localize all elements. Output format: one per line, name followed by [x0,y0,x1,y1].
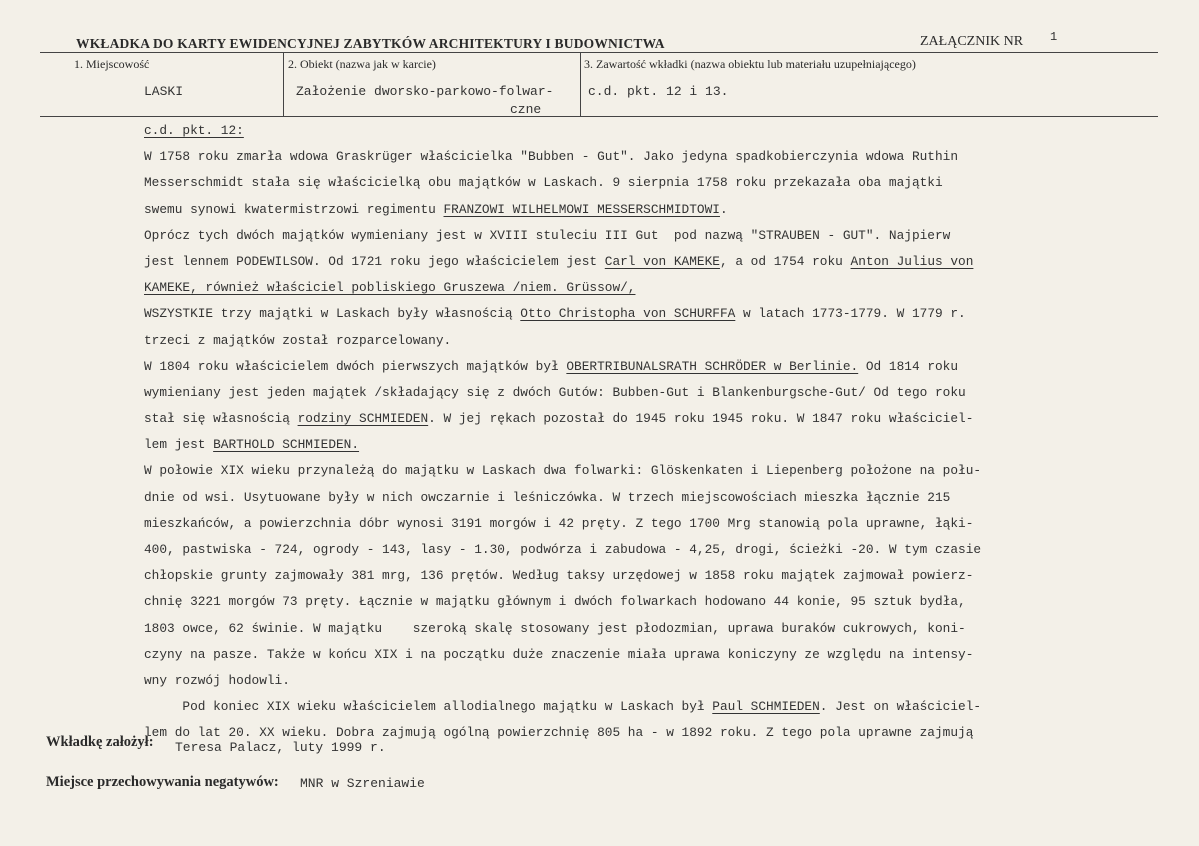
text-span: dnie od wsi. Usytuowane były w nich owczarnie i leśniczówka. W trzech miejscowościach mieszka łącznie 215 [144,489,951,505]
text-line [144,432,1094,458]
underlined-name: KAMEKE [144,280,191,296]
text-span: . Jest on właściciel- [819,699,982,715]
text-line [144,589,1094,615]
locality-value: LASKI [144,84,184,99]
text-span: Od 1814 roku [858,358,959,374]
text-span: lem do lat 20. XX wieku. Dobra zajmują ogólną powierzchnię 805 ha - w 1892 roku. Z tego pola uprawne zajmują [144,725,974,741]
text-span: swemu synowi kwatermistrzowi regimentu [144,201,444,217]
text-span: stał się własnością [144,411,298,427]
negatives-storage-value: MNR w Szreniawie [300,776,425,791]
text-line [144,511,1094,537]
underlined-name: Carl von KAMEKE [604,253,720,269]
object-value-continued: czne [510,102,542,117]
underlined-name: FRANZOWI WILHELMOWI MESSERSCHMIDTOWI [443,201,720,217]
text-span: W 1758 roku zmarła wdowa Graskrüger właścicielka "Bubben - Gut". Jako jedyna spadkobierczynia wdowa Ruthin [144,149,959,165]
underlined-name: c.d. pkt. 12: [144,123,244,138]
text-span: , a od 1754 roku [719,253,851,269]
author-value: Teresa Palacz, luty 1999 r. [175,740,386,755]
text-span: 400, pastwiska - 724, ogrody - 143, lasy - 1.30, podwórza i zabudowa - 4,25, drogi, ścieżki -20. W tym czasie [144,542,982,557]
annex-label: ZAŁĄCZNIK NR [920,34,1024,49]
body-text [144,118,1094,747]
negatives-storage-label: Miejsce przechowywania negatywów: [46,774,279,790]
text-span: wny rozwój hodowli. [144,672,290,688]
column-divider [283,52,284,117]
underlined-name: Anton Julius von [850,253,974,269]
annex-number: 1 [1050,30,1058,44]
text-line [144,380,1094,406]
text-span: wymieniany jest jeden majątek /składający się z dwóch Gutów: Bubben-Gut i Blankenburgsche-Gut/ Od tego roku [144,384,966,400]
text-line [144,118,1094,144]
text-line [144,301,1094,327]
text-span: WSZYSTKIE trzy majątki w Laskach były własnością [144,306,521,322]
text-line [144,668,1094,694]
text-span: Messerschmidt stała się właścicielką obu majątków w Laskach. 9 sierpnia 1758 roku przekazała oba majątki [144,175,943,191]
text-span: chłopskie grunty zajmowały 381 mrg, 136 prętów. Według taksy urzędowej w 1858 roku majątek zajmował powierz- [144,568,974,584]
text-span: jest lennem PODEWILSOW. Od 1721 roku jego właścicielem jest [144,253,605,269]
text-line [144,642,1094,668]
text-line [144,563,1094,589]
object-value: Założenie dworsko-parkowo-folwar- [296,84,554,99]
column-divider [580,52,581,117]
underlined-name: rodziny SCHMIEDEN [297,411,429,427]
table-top-rule [40,52,1158,53]
text-span: . W jej rękach pozostał do 1945 roku 1945 roku. W 1847 roku właściciel- [428,411,974,427]
text-line [144,537,1094,563]
text-span: W połowie XIX wieku przynależą do majątku w Laskach dwa folwarki: Glöskenkaten i Liepenberg położone na połu- [144,463,982,479]
text-line [144,249,1094,275]
text-line [144,328,1094,354]
column-header-locality: 1. Miejscowość [74,57,150,71]
text-span: . [719,201,728,217]
form-title: WKŁADKA DO KARTY EWIDENCYJNEJ ZABYTKÓW ARCHITEKTURY I BUDOWNICTWA [76,36,665,51]
text-span: mieszkańców, a powierzchnia dóbr wynosi 3191 morgów i 42 pręty. Z tego 1700 Mrg stanowią pola uprawne, łąki- [144,515,974,531]
underlined-name: Otto Christopha von SCHURFFA [520,306,736,322]
text-line [144,458,1094,484]
contents-value: c.d. pkt. 12 i 13. [588,84,729,99]
text-line [144,354,1094,380]
underlined-name: OBERTRIBUNALSRATH SCHRÖDER w Berlinie. [566,358,859,374]
table-bottom-rule [40,116,1158,117]
text-span: Pod koniec XIX wieku właścicielem allodialnego majątku w Laskach był [144,699,713,715]
column-header-contents: 3. Zawartość wkładki (nazwa obiektu lub materiału uzupełniającego) [584,57,916,71]
text-line [144,275,1094,301]
text-line [144,694,1094,720]
text-span: trzeci z majątków został rozparcelowany. [144,332,452,348]
underlined-name: , również właściciel pobliskiego Gruszewa /niem. Grüssow/, [190,280,636,296]
text-line [144,144,1094,170]
text-line [144,406,1094,432]
author-label: Wkładkę założył: [46,734,154,750]
text-line [144,197,1094,223]
text-span: czyny na pasze. Także w końcu XIX i na początku duże znaczenie miała uprawa koniczyny ze względu na intensy- [144,646,974,662]
text-line [144,616,1094,642]
text-span: 1803 owce, 62 świnie. W majątku szeroką skalę stosowany jest płodozmian, uprawa buraków cukrowych, koni- [144,620,966,636]
underlined-name: Paul SCHMIEDEN [712,699,820,715]
underlined-name: BARTHOLD SCHMIEDEN. [213,437,360,453]
text-line [144,485,1094,511]
text-line [144,223,1094,249]
text-line [144,170,1094,196]
text-span: chnię 3221 morgów 73 pręty. Łącznie w majątku głównym i dwóch folwarkach hodowano 44 konie, 95 sztuk bydła, [144,594,966,610]
text-span: Oprócz tych dwóch majątków wymieniany jest w XVIII stuleciu III Gut pod nazwą "STRAUBEN - GUT". Najpierw [144,227,951,243]
text-span: lem jest [144,437,214,453]
text-span: w latach 1773-1779. W 1779 r. [735,306,966,322]
column-header-object: 2. Obiekt (nazwa jak w karcie) [288,57,436,71]
text-span: W 1804 roku właścicielem dwóch pierwszych majątków był [144,358,567,374]
